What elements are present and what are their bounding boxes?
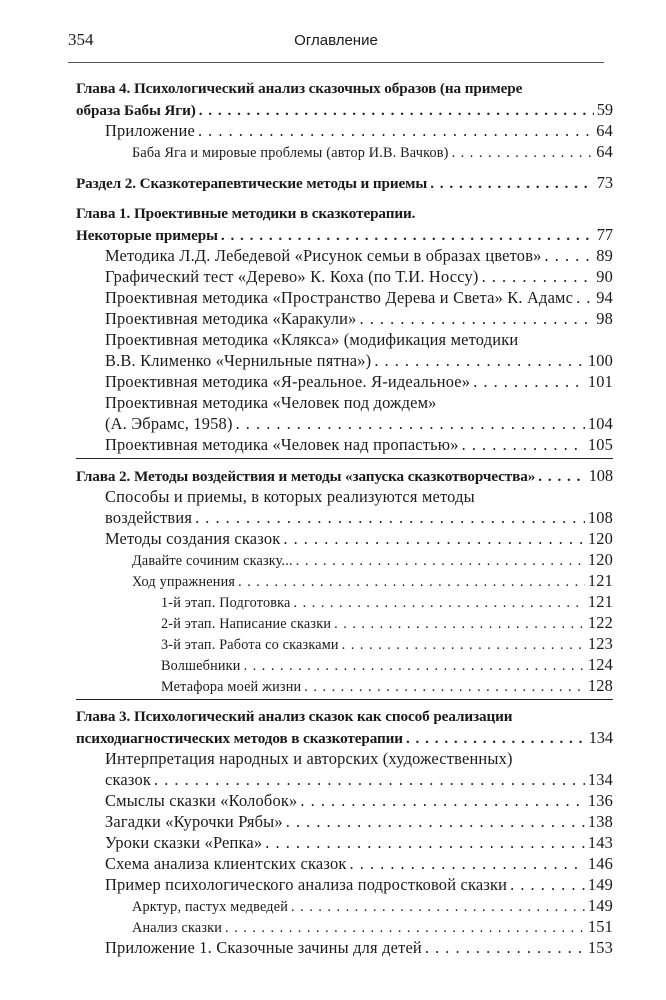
toc-entry-title: Некоторые примеры — [76, 227, 218, 244]
toc-page-number: 64 — [596, 121, 613, 140]
dot-leader — [510, 874, 585, 895]
toc-entry[interactable] — [76, 549, 613, 570]
toc-entry-title: Раздел 2. Сказкотерапевтические методы и приемы — [76, 175, 428, 192]
dot-leader — [296, 551, 585, 570]
toc-page-number: 64 — [596, 142, 613, 161]
dot-leader — [265, 832, 585, 853]
toc-page-number: 153 — [587, 938, 613, 957]
toc-entry[interactable] — [76, 371, 613, 392]
toc-page-number: 101 — [587, 372, 613, 391]
dot-leader — [462, 434, 585, 455]
toc-entry[interactable] — [76, 245, 613, 266]
toc-entry-title: 1-й этап. Подготовка — [161, 595, 291, 611]
toc-entry-title: Уроки сказки «Репка» — [105, 833, 263, 852]
toc-entry-title: Глава 4. Психологический анализ сказочных образов (на примере — [76, 80, 523, 97]
chapter-divider — [76, 699, 613, 700]
section-gap — [76, 162, 613, 172]
dot-leader — [576, 287, 593, 308]
toc-entry[interactable] — [76, 528, 613, 549]
toc-page-number: 120 — [587, 550, 613, 569]
toc-page-number: 104 — [587, 414, 613, 433]
toc-page-number: 151 — [587, 917, 613, 936]
dot-leader — [482, 266, 594, 287]
toc-page-number: 94 — [596, 288, 613, 307]
toc-entry[interactable] — [76, 350, 613, 371]
dot-leader — [545, 245, 594, 266]
table-of-contents — [76, 78, 613, 958]
toc-entry-title: Метафора моей жизни — [161, 679, 302, 695]
dot-leader — [374, 350, 584, 371]
toc-entry[interactable] — [76, 203, 613, 224]
toc-entry-title: Глава 3. Психологический анализ сказок как способ реализации — [76, 708, 513, 725]
toc-entry[interactable] — [76, 465, 613, 486]
toc-entry[interactable] — [76, 434, 613, 455]
toc-page-number: 77 — [596, 225, 613, 244]
toc-page-number: 143 — [587, 833, 613, 852]
toc-entry-title: воздействия — [105, 508, 193, 527]
toc-entry[interactable] — [76, 591, 613, 612]
dot-leader — [304, 677, 585, 696]
dot-leader — [425, 937, 585, 958]
toc-entry[interactable] — [76, 507, 613, 528]
dot-leader — [452, 143, 594, 162]
toc-entry[interactable] — [76, 727, 613, 748]
toc-entry-title: Методы создания сказок — [105, 529, 281, 548]
toc-entry-title: Схема анализа клиентских сказок — [105, 854, 347, 873]
toc-entry-title: (А. Эбрамс, 1958) — [105, 414, 233, 433]
toc-entry-title: Проективная методика «Клякса» (модификация методики — [105, 330, 519, 349]
toc-entry[interactable] — [76, 308, 613, 329]
toc-entry[interactable] — [76, 266, 613, 287]
toc-page-number: 59 — [596, 100, 613, 119]
toc-entry-title: Анализ сказки — [132, 920, 223, 936]
toc-entry-title: Глава 1. Проективные методики в сказкотерапии. — [76, 205, 416, 222]
dot-leader — [350, 853, 585, 874]
toc-entry[interactable] — [76, 99, 613, 120]
toc-page-number: 138 — [587, 812, 613, 831]
toc-entry[interactable] — [76, 172, 613, 193]
toc-entry[interactable] — [76, 329, 613, 350]
toc-entry[interactable] — [76, 811, 613, 832]
dot-leader — [283, 528, 584, 549]
toc-entry[interactable] — [76, 769, 613, 790]
toc-page-number: 73 — [596, 173, 613, 192]
dot-leader — [236, 413, 585, 434]
toc-entry-title: Проективная методика «Я-реальное. Я-идеальное» — [105, 372, 471, 391]
toc-page-number: 121 — [587, 592, 613, 611]
toc-entry-title: В.В. Клименко «Чернильные пятна») — [105, 351, 372, 370]
toc-entry-title: Загадки «Курочки Рябы» — [105, 812, 283, 831]
toc-page-number: 108 — [587, 508, 613, 527]
toc-entry[interactable] — [76, 916, 613, 937]
toc-page-number: 134 — [588, 728, 613, 747]
toc-entry[interactable] — [76, 486, 613, 507]
toc-entry-title: Методика Л.Д. Лебедевой «Рисунок семьи в образах цветов» — [105, 246, 542, 265]
running-title: Оглавление — [294, 32, 378, 49]
toc-entry-title: Проективная методика «Каракули» — [105, 309, 357, 328]
toc-entry-title: Арктур, пастух медведей — [132, 899, 289, 915]
toc-page-number: 122 — [587, 613, 613, 632]
dot-leader — [360, 308, 594, 329]
toc-page-number: 120 — [587, 529, 613, 548]
toc-page-number: 136 — [587, 791, 613, 810]
toc-page-number: 149 — [587, 875, 613, 894]
section-gap — [76, 193, 613, 203]
toc-entry-title: Проективная методика «Человек над пропастью» — [105, 435, 459, 454]
page-header — [68, 30, 604, 63]
dot-leader — [291, 897, 585, 916]
toc-page-number: 98 — [596, 309, 613, 328]
toc-entry[interactable] — [76, 287, 613, 308]
dot-leader — [430, 173, 594, 193]
toc-entry-title: Смыслы сказки «Колобок» — [105, 791, 298, 810]
dot-leader — [538, 466, 585, 486]
dot-leader — [406, 728, 586, 748]
dot-leader — [300, 790, 584, 811]
toc-entry[interactable] — [76, 120, 613, 141]
chapter-divider — [76, 458, 613, 459]
dot-leader — [342, 635, 585, 654]
toc-page-number: 121 — [587, 571, 613, 590]
toc-entry[interactable] — [76, 937, 613, 958]
toc-page-number: 105 — [587, 435, 613, 454]
dot-leader — [238, 572, 585, 591]
toc-entry[interactable] — [76, 654, 613, 675]
toc-page-number: 146 — [587, 854, 613, 873]
dot-leader — [334, 614, 585, 633]
dot-leader — [198, 120, 593, 141]
toc-page-number: 108 — [588, 466, 613, 485]
toc-entry-title: Ход упражнения — [132, 574, 236, 590]
dot-leader — [225, 918, 585, 937]
toc-entry-title: Пример психологического анализа подростковой сказки — [105, 875, 508, 894]
toc-entry[interactable] — [76, 633, 613, 654]
toc-entry-title: 2-й этап. Написание сказки — [161, 616, 332, 632]
toc-entry[interactable] — [76, 832, 613, 853]
toc-entry-title: Волшебники — [161, 658, 241, 674]
toc-entry[interactable] — [76, 141, 613, 162]
toc-entry[interactable] — [76, 853, 613, 874]
dot-leader — [199, 100, 594, 120]
toc-entry-title: Приложение 1. Сказочные зачины для детей — [105, 938, 422, 957]
toc-entry-title: сказок — [105, 770, 152, 789]
toc-entry[interactable] — [76, 78, 613, 99]
toc-entry[interactable] — [76, 874, 613, 895]
toc-entry[interactable] — [76, 790, 613, 811]
toc-entry-title: Баба Яга и мировые проблемы (автор И.В. Вачков) — [132, 145, 449, 161]
toc-entry-title: Способы и приемы, в которых реализуются методы — [105, 487, 475, 506]
toc-entry[interactable] — [76, 570, 613, 591]
toc-entry-title: Интерпретация народных и авторских (художественных) — [105, 749, 513, 768]
toc-entry[interactable] — [76, 612, 613, 633]
toc-page-number: 100 — [587, 351, 613, 370]
toc-page-number: 124 — [587, 655, 613, 674]
toc-entry[interactable] — [76, 392, 613, 413]
dot-leader — [195, 507, 585, 528]
toc-entry-title: Давайте сочиним сказку... — [132, 553, 293, 569]
dot-leader — [244, 656, 585, 675]
toc-entry-title: Графический тест «Дерево» К. Коха (по Т.И. Носсу) — [105, 267, 479, 286]
toc-entry-title: психодиагностических методов в сказкотерапии — [76, 730, 403, 747]
toc-page-number: 134 — [587, 770, 613, 789]
page-number: 354 — [68, 30, 94, 49]
toc-entry[interactable] — [76, 706, 613, 727]
toc-page-number: 149 — [587, 896, 613, 915]
dot-leader — [286, 811, 585, 832]
toc-entry[interactable] — [76, 748, 613, 769]
toc-entry-title: Проективная методика «Человек под дождем» — [105, 393, 437, 412]
dot-leader — [473, 371, 585, 392]
toc-entry-title: Глава 2. Методы воздействия и методы «запуска сказкотворчества» — [76, 468, 536, 485]
toc-page-number: 128 — [587, 676, 613, 695]
toc-entry-title: Проективная методика «Пространство Дерева и Света» К. Адамс — [105, 288, 574, 307]
toc-entry[interactable] — [76, 224, 613, 245]
toc-page-number: 90 — [596, 267, 613, 286]
toc-page-number: 89 — [596, 246, 613, 265]
toc-entry-title: образа Бабы Яги) — [76, 102, 196, 119]
dot-leader — [154, 769, 585, 790]
toc-entry[interactable] — [76, 413, 613, 434]
toc-entry-title: 3-й этап. Работа со сказками — [161, 637, 339, 653]
dot-leader — [221, 225, 594, 245]
toc-entry-title: Приложение — [105, 121, 195, 140]
toc-entry[interactable] — [76, 895, 613, 916]
dot-leader — [294, 593, 585, 612]
toc-page-number: 123 — [587, 634, 613, 653]
toc-entry[interactable] — [76, 675, 613, 696]
